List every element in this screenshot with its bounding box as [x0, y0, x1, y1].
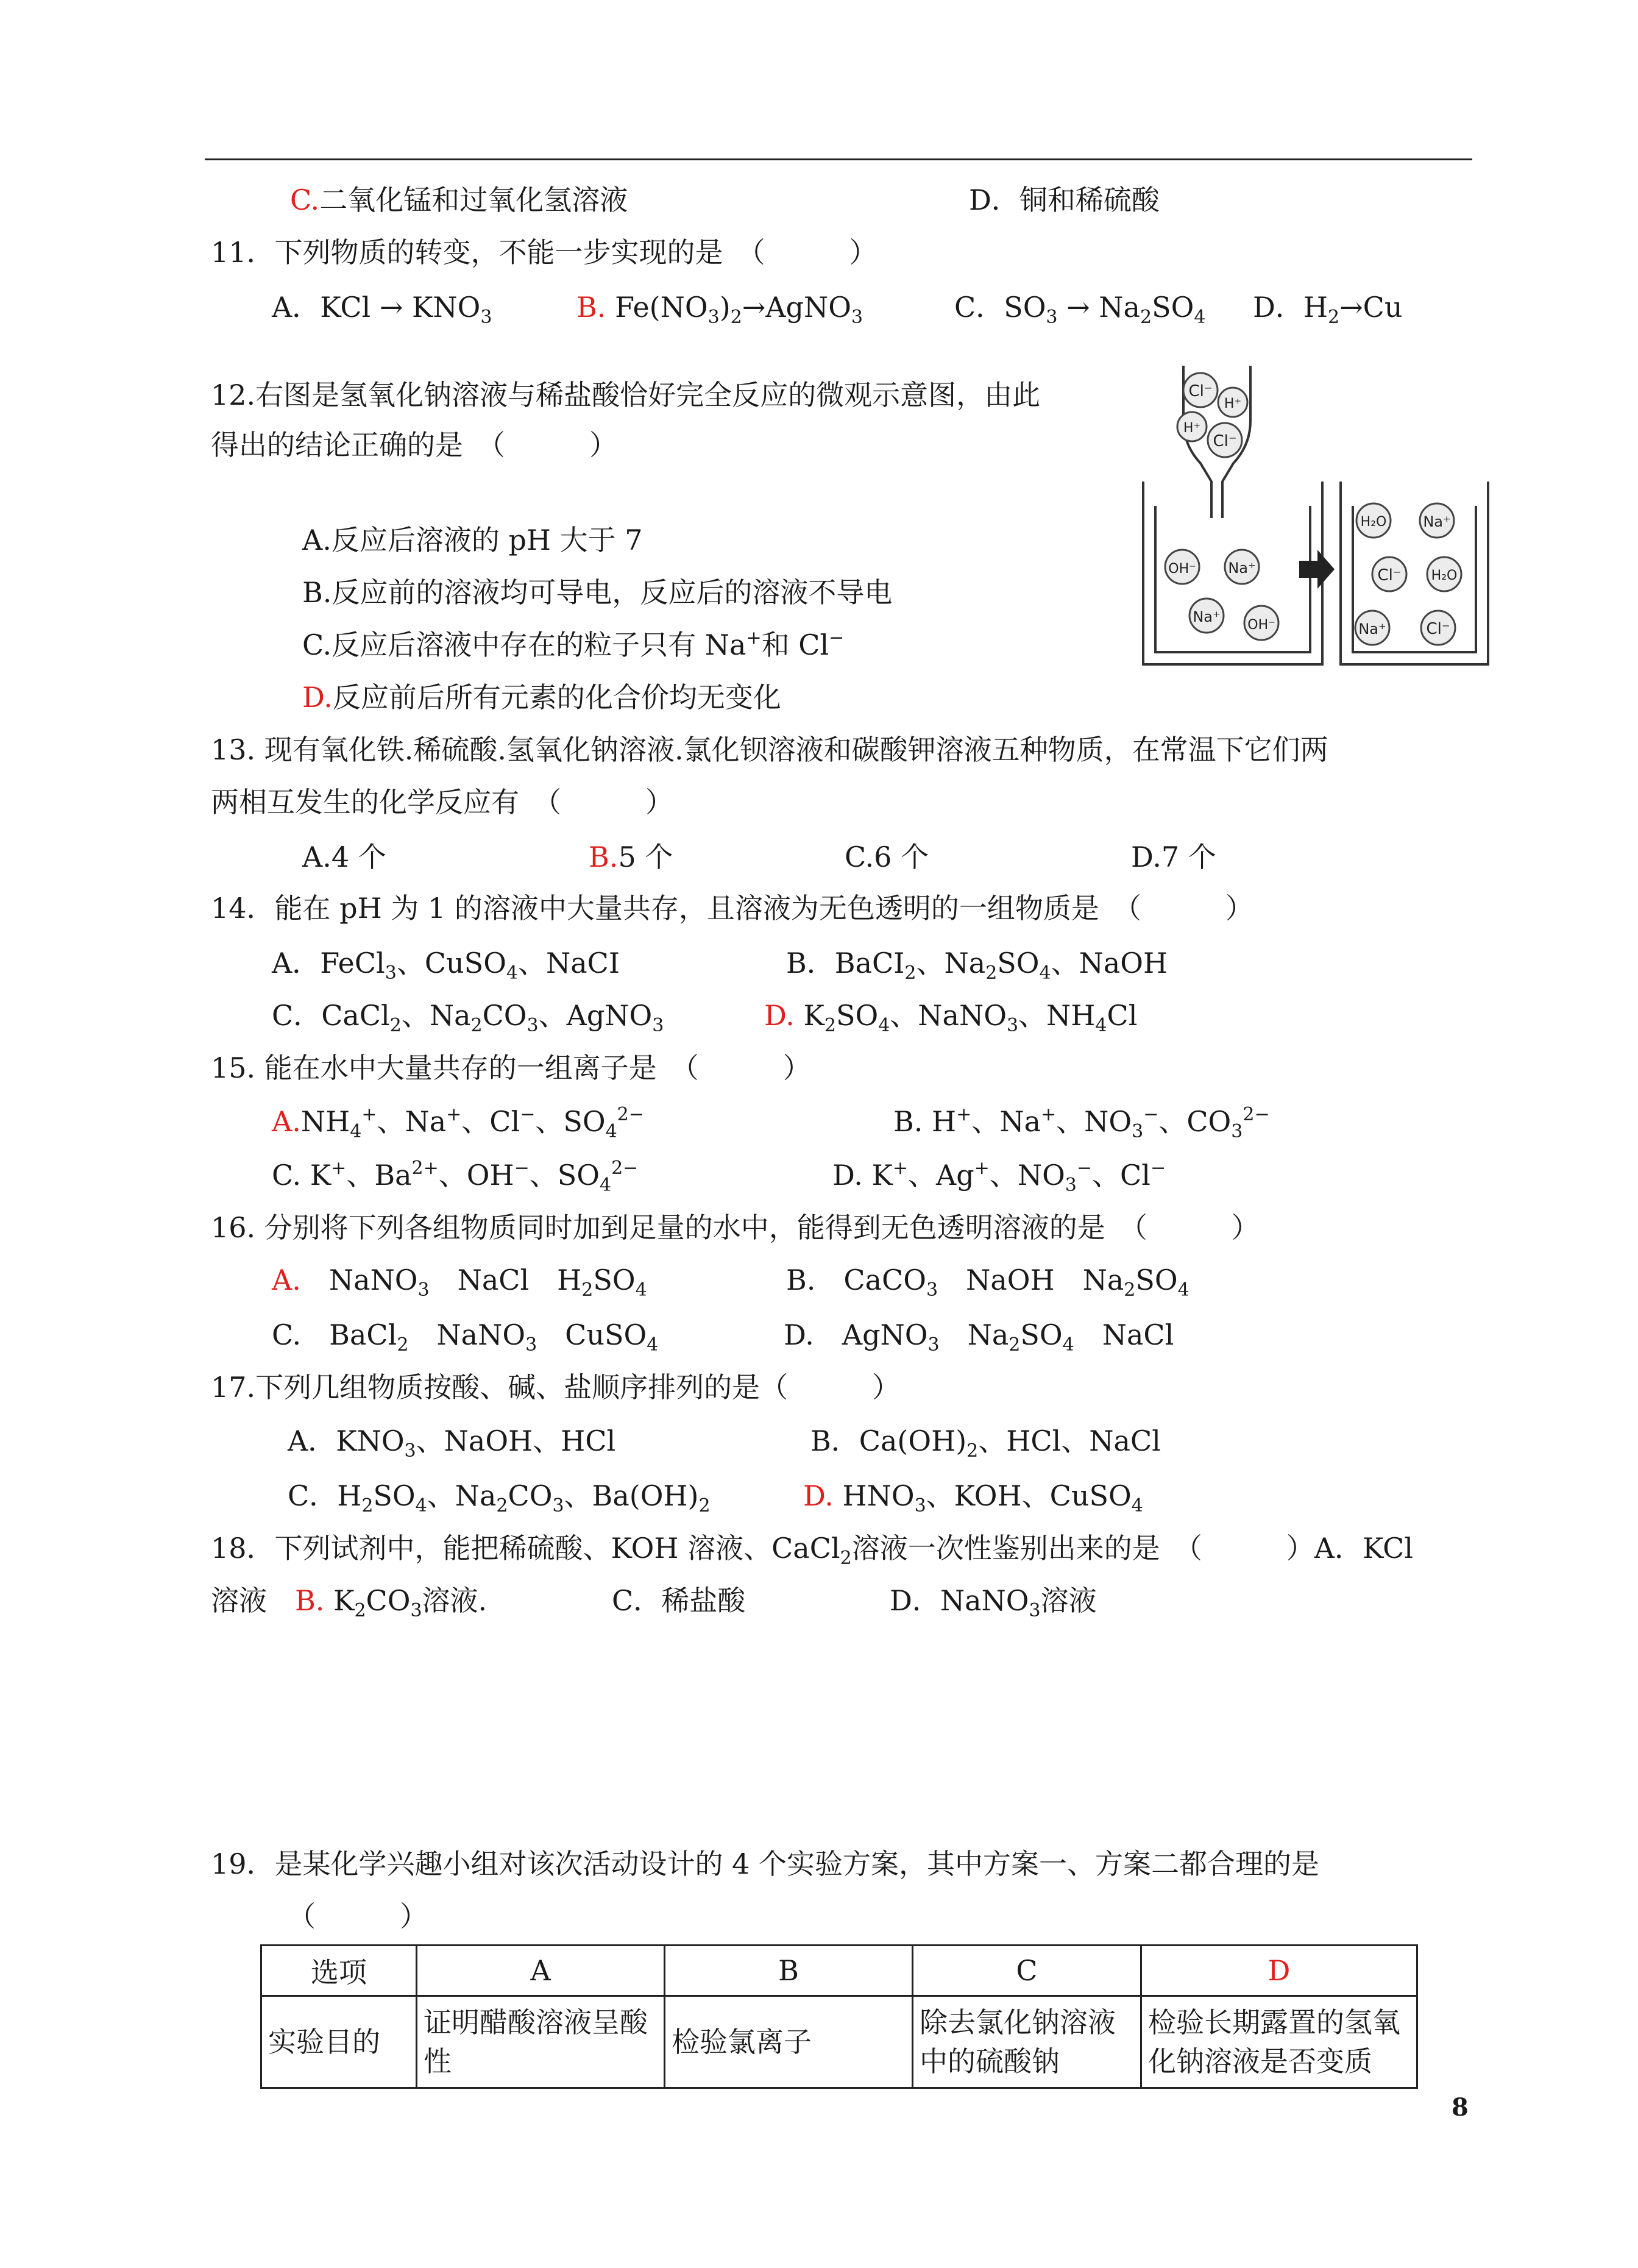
- q15-stem: 15. 能在水中大量共存的一组离子是 （ ）: [211, 1051, 811, 1084]
- particle-label: Cl⁻: [1426, 620, 1450, 638]
- q18-option-c: C．稀盐酸: [612, 1584, 746, 1617]
- q16-option-c: C. BaCl$_2$ NaNO$_3$ CuSO$_4$: [272, 1318, 659, 1356]
- particle-label: Na⁺: [1358, 620, 1386, 638]
- q17-option-b: B．$Ca(OH)_2$、HCl、NaCl: [810, 1424, 1161, 1462]
- particle-label: H⁺: [1224, 396, 1242, 411]
- q16-option-d: D. AgNO$_3$ $Na_2SO_4$ NaCl: [784, 1318, 1174, 1356]
- q14-option-b: B．BaCI$_2$、$Na_2SO_4$、NaOH: [786, 947, 1168, 984]
- q11-stem: 11．下列物质的转变，不能一步实现的是 （ ）: [211, 236, 878, 269]
- q12-option-b: B.反应前的溶液均可导电，反应后的溶液不导电: [302, 576, 893, 609]
- q15-option-b: B. H+、Na+、$NO_3^-$、$CO_3^{2-}$: [893, 1104, 1270, 1142]
- q17-option-c: C．$H_2SO_4$、$Na_2CO_3$、$Ba(OH)_2$: [288, 1479, 711, 1516]
- table-cell: 除去氯化钠溶液中的硫酸钠: [913, 1996, 1141, 2088]
- q17-stem: 17.下列几组物质按酸、碱、盐顺序排列的是（ ）: [211, 1371, 901, 1404]
- q14-option-a: A．FeCl$_3$、CuSO$_4$、NaCI: [272, 947, 620, 984]
- q10-option-d: D．铜和稀硫酸: [969, 183, 1160, 216]
- q14-option-d: D. $K_2SO_4$、NaNO$_3$、$NH_4Cl$: [764, 999, 1138, 1036]
- table-header-cell: A: [417, 1946, 665, 1996]
- q13-option-b: B.5 个: [589, 841, 673, 873]
- q13-option-d: D.7 个: [1131, 841, 1216, 873]
- q12-option-a: A.反应后溶液的 pH 大于 7: [302, 524, 643, 556]
- q14-stem: 14．能在 pH 为 1 的溶液中大量共存，且溶液为无色透明的一组物质是 （ ）: [211, 892, 1253, 925]
- particle-label: H₂O: [1431, 568, 1458, 583]
- q17-option-a: A．$KNO_3$、NaOH、HCl: [288, 1424, 616, 1462]
- table-header-cell: B: [665, 1946, 913, 1996]
- particle-label: Cl⁻: [1213, 432, 1237, 450]
- q12-stem-line1: 12.右图是氢氧化钠溶液与稀盐酸恰好完全反应的微观示意图，由此: [211, 379, 1041, 411]
- q11-option-b: B. $Fe(NO_3)_2\to AgNO_3$: [576, 291, 863, 328]
- q13-option-a: A.4 个: [302, 841, 386, 873]
- q16-option-b: B. CaCO$_3$ NaOH $Na_2SO_4$: [786, 1264, 1190, 1301]
- q16-stem: 16. 分别将下列各组物质同时加到足量的水中，能得到无色透明溶液的是 （ ）: [211, 1211, 1260, 1244]
- table-row: [261, 1996, 1417, 2088]
- table-header-cell: D: [1141, 1946, 1417, 1996]
- q11-option-a: A．KCl → $KNO_3$: [272, 291, 492, 328]
- particle-label: Cl⁻: [1377, 566, 1402, 585]
- q13-option-c: C.6 个: [845, 841, 929, 873]
- neutralization-diagram: [1140, 360, 1493, 677]
- q12-option-c: C.反应后溶液中存在的粒子只有 Na+和 Cl−: [302, 627, 845, 661]
- q17-option-d: D. $HNO_3$、KOH、CuSO$_4$: [803, 1479, 1143, 1516]
- q10-option-c: C.二氧化锰和过氧化氢溶液: [290, 183, 628, 216]
- particle-label: Na⁺: [1423, 513, 1451, 530]
- q11-option-d: D．$H_2\to Cu$: [1253, 291, 1403, 328]
- q12-option-d: D.反应前后所有元素的化合价均无变化: [302, 681, 781, 714]
- q18-option-d: D．NaNO$_3$溶液: [890, 1584, 1097, 1621]
- table-header-cell: C: [913, 1946, 1141, 1996]
- q15-option-c: C. K+、$Ba^{2+}$、OH−、$SO_4^{2-}$: [272, 1157, 639, 1196]
- table-cell: 检验长期露置的氢氧化钠溶液是否变质: [1141, 1996, 1417, 2088]
- q14-option-c: C．CaCl$_2$、$Na_2CO_3$、AgNO$_3$: [272, 999, 664, 1036]
- q12-stem-line2: 得出的结论正确的是 （ ）: [211, 428, 617, 461]
- experiment-options-table: [260, 1944, 1418, 2089]
- q13-stem-line2: 两相互发生的化学反应有 （ ）: [211, 786, 673, 819]
- page-number: 8: [1452, 2093, 1469, 2122]
- q19-stem-line2: （ ）: [288, 1900, 428, 1933]
- q13-stem-line1: 13. 现有氧化铁.稀硫酸.氢氧化钠溶液.氯化钡溶液和碳酸钾溶液五种物质，在常温下它们两: [211, 733, 1328, 766]
- table-cell: 证明醋酸溶液呈酸性: [417, 1996, 665, 2088]
- particle-label: OH⁻: [1168, 561, 1196, 577]
- q15-option-a: $A.NH_4^+$、Na+、Cl−、$SO_4^{2-}$: [272, 1104, 644, 1142]
- top-rule: [205, 158, 1472, 160]
- q11-option-c: C．$SO_3 \to Na_2SO_4$: [954, 291, 1206, 328]
- q16-option-a: A. NaNO$_3$ NaCl $H_2SO_4$: [272, 1264, 647, 1301]
- q19-stem-line1: 19．是某化学兴趣小组对该次活动设计的 4 个实验方案，其中方案一、方案二都合理的是: [211, 1847, 1320, 1880]
- particle-label: Na⁺: [1193, 608, 1221, 625]
- q18-stem: 18．下列试剂中，能把稀硫酸、KOH 溶液、CaCl$_2$溶液一次性鉴别出来的是 （ ）A．KCl: [211, 1532, 1414, 1569]
- table-cell: 检验氯离子: [665, 1996, 913, 2088]
- table-row: [261, 1946, 1417, 1996]
- particle-label: H⁺: [1183, 421, 1201, 436]
- particle-label: H₂O: [1360, 514, 1387, 530]
- table-row-label: 实验目的: [261, 1996, 417, 2088]
- table-header-cell: 选项: [261, 1946, 417, 1996]
- particle-label: Na⁺: [1228, 560, 1256, 577]
- particle-label: OH⁻: [1247, 617, 1275, 633]
- arrow-icon: [1299, 550, 1335, 589]
- q15-option-d: D. K+、Ag+、$NO_3^-$、Cl−: [832, 1157, 1166, 1196]
- q18-line2: 溶液 B. $K_2CO_3$溶液.: [211, 1584, 488, 1621]
- particle-label: Cl⁻: [1188, 382, 1213, 400]
